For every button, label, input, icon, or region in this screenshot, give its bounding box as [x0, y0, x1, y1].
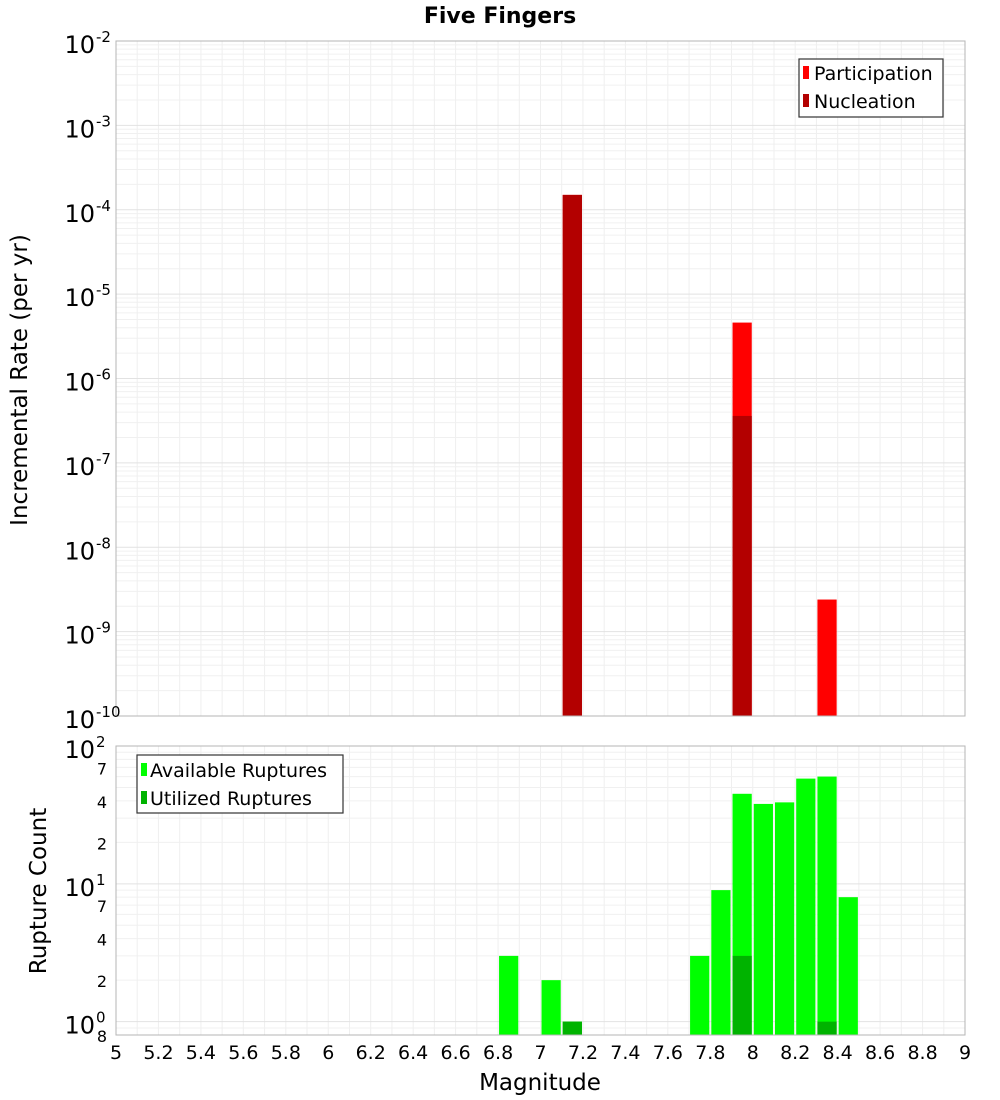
x-tick-label: 6.6: [440, 1042, 471, 1064]
top-y-tick-label: 10: [64, 706, 95, 734]
top-y-tick-exponent: -8: [96, 534, 111, 553]
x-tick-label: 6: [322, 1042, 335, 1064]
top-y-tick-exponent: -9: [96, 618, 111, 637]
top-y-tick-label: 10: [64, 452, 95, 481]
bottom-bar-s1: [711, 890, 730, 1035]
bottom-y-tick-label: 10: [64, 1011, 95, 1040]
x-tick-label: 8.4: [822, 1042, 853, 1064]
bottom-bar-s1: [817, 777, 836, 1035]
top-y-tick-label: 10: [64, 368, 95, 397]
bottom-bar-s2: [563, 1022, 582, 1035]
bottom-y-minor-tick-label: 2: [96, 834, 107, 854]
x-tick-label: 5.2: [143, 1042, 174, 1064]
legend-swatch-participation: [803, 66, 809, 79]
legend-label-available: Available Ruptures: [150, 760, 327, 782]
legend-label-utilized: Utilized Ruptures: [150, 788, 312, 810]
bottom-y-minor-tick-label: 7: [96, 759, 107, 779]
bottom-plot: [26, 733, 971, 1096]
legend-label-nucleation: Nucleation: [814, 91, 916, 113]
top-y-tick-exponent: -3: [96, 112, 111, 131]
bottom-y-minor-tick-label: 2: [96, 972, 107, 992]
x-tick-label: 6.4: [398, 1042, 429, 1064]
bottom-y-tick-label: 10: [64, 873, 95, 902]
bottom-bar-s1: [775, 802, 794, 1035]
legend-swatch-utilized: [141, 791, 147, 804]
x-tick-label: 7.4: [610, 1042, 641, 1064]
bottom-y-tick-label: 10: [64, 736, 95, 764]
x-tick-labels: [110, 1042, 971, 1064]
bottom-bar-s2: [817, 1022, 836, 1035]
top-bar-s2: [733, 416, 752, 716]
chart-title: Five Fingers: [423, 4, 577, 29]
top-y-tick-label: 10: [64, 284, 95, 313]
x-axis-label: Magnitude: [479, 1070, 601, 1096]
top-y-axis-label: Incremental Rate (per yr): [7, 234, 33, 526]
top-y-tick-label: 10: [64, 537, 95, 566]
bottom-bar-s1: [754, 804, 773, 1035]
x-tick-label: 7: [534, 1042, 547, 1064]
x-tick-label: 5: [109, 1042, 123, 1064]
x-tick-label: 9: [958, 1042, 972, 1064]
top-y-tick-label: 10: [64, 199, 95, 228]
top-y-tick-exponent: -4: [96, 196, 111, 215]
legend-swatch-nucleation: [803, 94, 809, 107]
top-y-ticks: [64, 28, 120, 734]
x-tick-label: 7.2: [567, 1042, 599, 1064]
bottom-y-tick-exponent: 0: [96, 1008, 106, 1027]
bottom-y-minor-tick-label: 4: [96, 792, 107, 812]
bottom-y-minor-tick-label: 4: [96, 930, 107, 950]
bottom-y-tick-exponent: 2: [96, 733, 106, 751]
top-y-tick-label: 10: [64, 31, 95, 59]
bottom-bar-s1: [499, 956, 518, 1035]
x-tick-label: 5.4: [185, 1042, 217, 1064]
top-plot: [7, 28, 965, 734]
x-tick-label: 8.6: [864, 1042, 896, 1064]
x-tick-label: 7.8: [695, 1042, 726, 1064]
x-tick-label: 5.8: [270, 1042, 301, 1064]
top-y-tick-label: 10: [64, 115, 95, 144]
bottom-bar-s1: [542, 980, 561, 1035]
top-grid: [116, 41, 965, 716]
bottom-bar-s1: [839, 897, 858, 1035]
bottom-y-axis-label: Rupture Count: [26, 807, 52, 975]
top-y-tick-exponent: -2: [96, 28, 111, 46]
bottom-bars: [499, 777, 858, 1035]
top-bar-s1: [817, 600, 836, 716]
x-tick-label: 8: [746, 1042, 759, 1064]
legend-label-participation: Participation: [814, 63, 933, 85]
bottom-y-minor-tick-label: 7: [96, 897, 107, 917]
x-tick-label: 6.2: [355, 1042, 386, 1064]
x-tick-label: 7.6: [652, 1042, 683, 1064]
top-y-tick-exponent: -5: [96, 281, 111, 300]
legend-swatch-available: [141, 763, 147, 776]
top-y-tick-exponent: -7: [96, 449, 111, 468]
bottom-y-tick-exponent: 1: [96, 870, 106, 889]
top-bar-s2: [563, 195, 582, 716]
top-legend: [799, 59, 943, 117]
top-y-tick-exponent: -6: [96, 365, 111, 384]
top-y-tick-exponent: -10: [96, 703, 121, 721]
bottom-bar-s2: [733, 956, 752, 1035]
bottom-bar-s1: [690, 956, 709, 1035]
x-tick-label: 8.8: [907, 1042, 938, 1064]
x-tick-label: 6.8: [482, 1042, 514, 1064]
bottom-legend: [137, 755, 343, 813]
bottom-bar-s1: [796, 779, 815, 1035]
x-tick-label: 8.2: [780, 1042, 811, 1064]
x-tick-label: 5.6: [228, 1042, 259, 1064]
bottom-y-minor-tick-label: 8: [96, 1027, 107, 1046]
top-y-tick-label: 10: [64, 621, 95, 650]
bottom-y-ticks: [64, 733, 107, 1046]
